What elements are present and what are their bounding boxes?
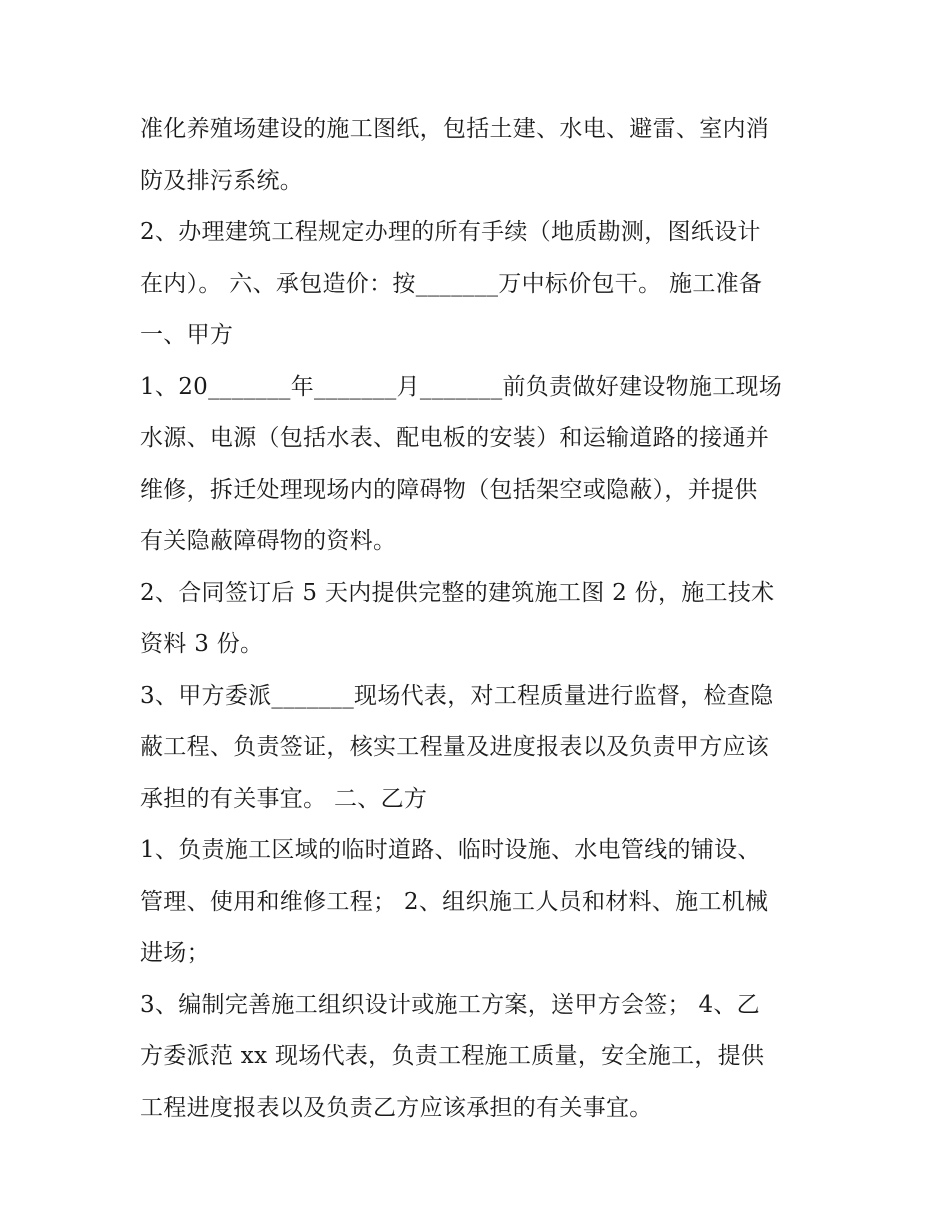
- text-line: 水源、电源（包括水表、配电板的安装）和运输道路的接通并: [140, 425, 770, 451]
- text-line: 1、20_______年_______月_______前负责做好建设物施工现场: [140, 373, 783, 400]
- text-line: 工程进度报表以及负责乙方应该承担的有关事宜。: [140, 1094, 653, 1121]
- text-line: 3、甲方委派_______现场代表，对工程质量进行监督，检查隐: [140, 682, 774, 709]
- text-line: 方委派范 xx 现场代表，负责工程施工质量，安全施工，提供: [140, 1043, 765, 1069]
- text-line: 管理、使用和维修工程； 2、组织施工人员和材料、施工机械: [140, 888, 769, 915]
- text-line: 资料 3 份。: [140, 631, 264, 657]
- text-line: 1、负责施工区域的临时道路、临时设施、水电管线的铺设、: [140, 837, 761, 863]
- document-body: [140, 104, 820, 1134]
- text-line: 准化养殖场建设的施工图纸，包括土建、水电、避雷、室内消: [140, 116, 770, 142]
- text-line: 有关隐蔽障碍物的资料。: [140, 528, 397, 554]
- text-line: 防及排污系统。: [140, 167, 304, 194]
- text-line: 3、编制完善施工组织设计或施工方案，送甲方会签； 4、乙: [140, 991, 760, 1018]
- text-line: 2、办理建筑工程规定办理的所有手续（地质勘测，图纸设计: [140, 219, 761, 245]
- text-line: 承担的有关事宜。 二、乙方: [140, 785, 428, 812]
- text-line: 维修，拆迁处理现场内的障碍物（包括架空或隐蔽），并提供: [140, 476, 758, 503]
- text-line: 进场；: [140, 940, 210, 966]
- text-line: 2、合同签订后 5 天内提供完整的建筑施工图 2 份，施工技术: [140, 579, 775, 606]
- text-line: 一、甲方: [140, 322, 234, 348]
- text-line: 在内）。 六、承包造价：按_______万中标价包干。 施工准备: [140, 270, 763, 297]
- text-line: 蔽工程、负责签证，核实工程量及进度报表以及负责甲方应该: [140, 734, 770, 760]
